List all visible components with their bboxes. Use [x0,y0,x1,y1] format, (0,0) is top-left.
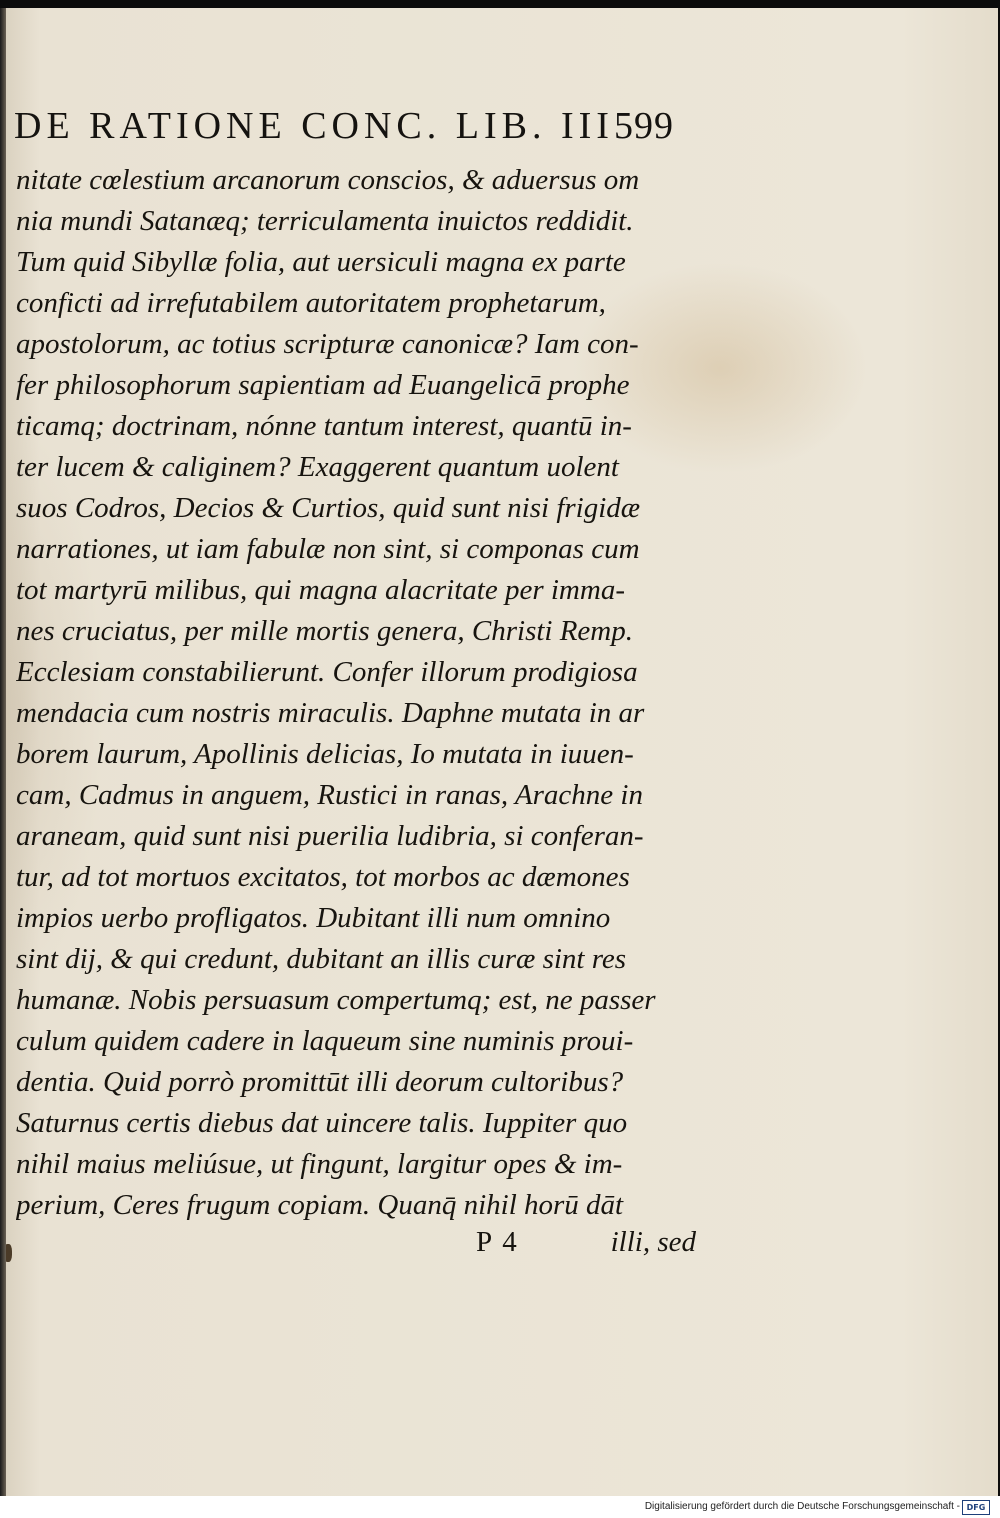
text-line: tot martyrū milibus, qui magna alacritate per imma- [16,574,625,606]
running-title: DE RATIONE CONC. LIB. III [14,105,614,147]
text-line: perium, Ceres frugum copiam. Quanq̄ nihil horū dāt [16,1189,624,1221]
page-edge-shadow [0,8,6,1496]
catchline [476,1226,696,1259]
text-line: nes cruciatus, per mille mortis genera, Christi Remp. [16,615,634,647]
text-line: humanæ. Nobis persuasum compertumq; est, ne passer [16,984,656,1016]
page-number: 599 [614,105,674,147]
text-line: dentia. Quid porrò promittūt illi deorum cultoribus? [16,1066,624,1098]
text-line: nia mundi Satanæq; terriculamenta inuictos reddidit. [16,205,634,237]
text-line: suos Codros, Decios & Curtios, quid sunt nisi frigidæ [16,492,641,524]
text-line: ter lucem & caliginem? Exaggerent quantum uolent [16,451,619,483]
funding-credit: Digitalisierung gefördert durch die Deutsche Forschungsgemeinschaft - [644,1501,960,1512]
text-line: borem laurum, Apollinis delicias, Io mutata in iuuen- [16,738,634,770]
text-line: tur, ad tot mortuos excitatos, tot morbos ac dæmones [16,861,630,893]
text-line: mendacia cum nostris miraculis. Daphne mutata in ar [16,697,645,729]
text-line: araneam, quid sunt nisi puerilia ludibria, si conferan- [16,820,644,852]
text-line: nitate cœlestium arcanorum conscios, & aduersus om [16,164,640,196]
text-line: culum quidem cadere in laqueum sine numinis proui- [16,1025,634,1057]
text-line: impios uerbo profligatos. Dubitant illi num omnino [16,902,611,934]
book-page [0,8,998,1496]
text-line: apostolorum, ac totius scripturæ canonicæ? Iam con- [16,328,639,360]
text-line: Tum quid Sibyllæ folia, aut uersiculi magna ex parte [16,246,626,278]
running-head [14,104,674,148]
text-line: Ecclesiam constabilierunt. Confer illorum prodigiosa [16,656,638,688]
text-line: narrationes, ut iam fabulæ non sint, si componas cum [16,533,640,565]
footer-bar [0,1496,1000,1518]
text-line: nihil maius meliúsue, ut fingunt, largitur opes & im- [16,1148,623,1180]
text-line: Saturnus certis diebus dat uincere talis. Iuppiter quo [16,1107,628,1139]
text-line: conficti ad irrefutabilem autoritatem prophetarum, [16,287,606,319]
signature-mark: P 4 [476,1226,519,1258]
catchword: illi, sed [610,1226,696,1258]
dfg-logo-icon: DFG [962,1500,990,1515]
text-line: ticamq; doctrinam, nónne tantum interest, quantū in- [16,410,632,442]
text-line: cam, Cadmus in anguem, Rustici in ranas, Arachne in [16,779,643,811]
text-line: sint dij, & qui credunt, dubitant an illis curæ sint res [16,943,627,975]
text-line: fer philosophorum sapientiam ad Euangelicā prophe [16,369,630,401]
body-text [16,160,696,1226]
